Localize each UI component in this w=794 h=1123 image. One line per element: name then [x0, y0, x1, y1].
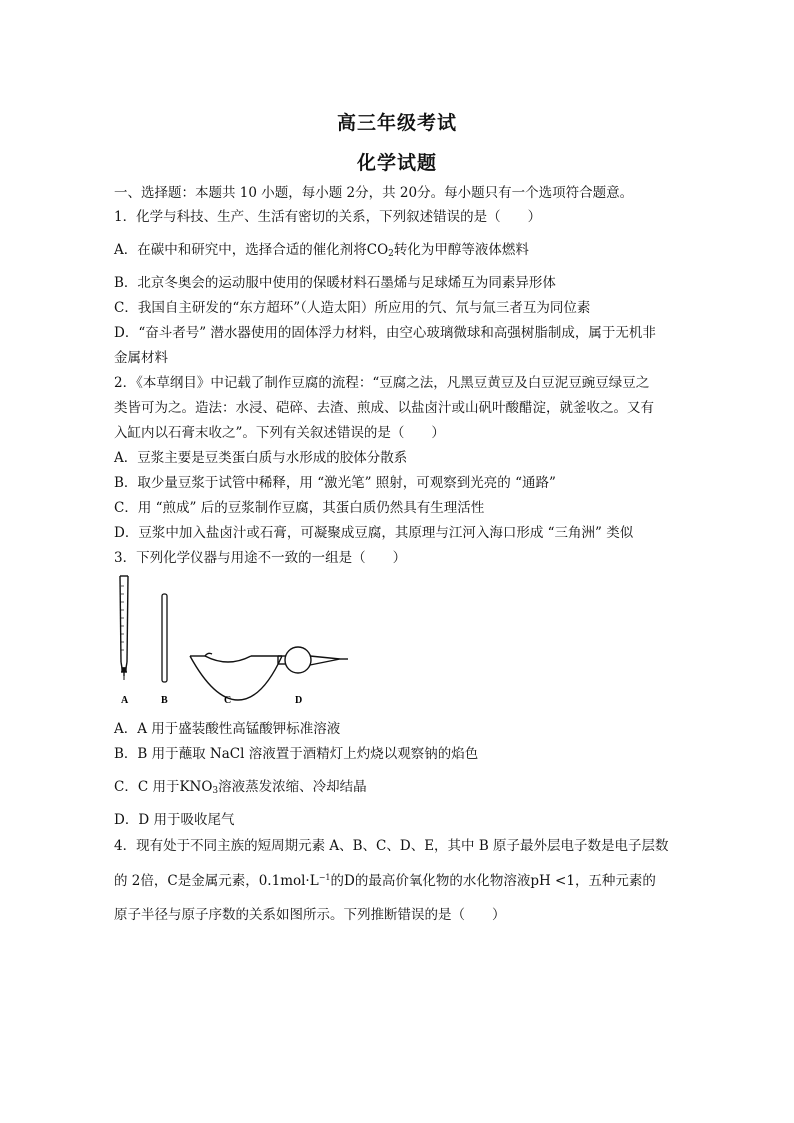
q2-option-b: B．取少量豆浆于试管中稀释，用 “激光笔” 照射，可观察到光亮的 “通路”	[114, 475, 556, 491]
co2-subscript: 2	[388, 249, 394, 259]
q3-stem: 3．下列化学仪器与用途不一致的一组是（ ）	[114, 550, 407, 566]
q2-option-a: A．豆浆主要是豆类蛋白质与水形成的胶体分散系	[114, 450, 408, 466]
glass-rod-icon	[162, 594, 167, 682]
q1-option-a-text-end: 转化为甲醇等液体燃料	[393, 242, 529, 258]
q1-option-d-line1: D．“奋斗者号” 潜水器使用的固体浮力材料，由空心玻璃微球和高强树脂制成，属于无机非	[114, 325, 656, 341]
lab-apparatus-figure	[112, 572, 352, 708]
q2-option-d: D．豆浆中加入盐卤汁或石膏，可凝聚成豆腐，其原理与江河入海口形成 “三角洲” 类似	[114, 525, 634, 541]
exam-title: 高三年级考试	[336, 112, 457, 134]
q1-option-d-line2: 金属材料	[114, 350, 168, 366]
q1-option-a-text: A．在碳中和研究中，选择合适的催化剂将	[114, 242, 367, 258]
exam-subject-title: 化学试题	[356, 152, 437, 174]
q4-line2-text: 的 2倍，C是金属元素，	[114, 873, 259, 889]
apparatus-label-b: B	[161, 695, 168, 706]
section-heading: 一、选择题：本题共 10 小题，每小题 2分，共 20分。每小题只有一个选项符合题意。	[114, 185, 634, 201]
concentration-value: 0.1mol·L	[258, 873, 319, 889]
q3-option-b: B．B 用于蘸取 NaCl 溶液置于酒精灯上灼烧以观察钠的焰色	[114, 746, 479, 762]
q3-option-c-text-end: 溶液蒸发浓缩、冷却结晶	[218, 779, 367, 795]
evaporating-dish-icon	[190, 653, 282, 700]
ph-condition: pH <1	[530, 873, 575, 889]
q3-option-c-text: C．C 用于	[114, 779, 180, 795]
q4-stem-line2	[114, 872, 714, 890]
kno3-formula: KNO	[179, 779, 213, 795]
apparatus-label-a: A	[121, 695, 129, 706]
kno3-subscript: 3	[212, 786, 219, 796]
q3-option-c	[114, 778, 714, 796]
q1-option-a	[114, 241, 714, 259]
burette-icon	[120, 576, 128, 680]
q1-option-b: B．北京冬奥会的运动服中使用的保暖材料石墨烯与足球烯互为同素异形体	[114, 275, 556, 291]
concentration-exponent: −1	[318, 873, 331, 882]
drying-tube-icon	[278, 647, 348, 673]
q3-option-a: A．A 用于盛装酸性高锰酸钾标准溶液	[114, 721, 341, 737]
q1-option-c: C．我国自主研发的“东方超环”（人造太阳）所应用的氕、氘与氚三者互为同位素	[114, 300, 591, 316]
q4-line2-end: ，五种元素的	[574, 873, 656, 889]
q3-option-d: D．D 用于吸收尾气	[114, 812, 235, 828]
apparatus-label-c: C	[224, 695, 232, 706]
q2-stem-line3: 入缸内以石膏末收之”。下列有关叙述错误的是（ ）	[114, 425, 445, 441]
q4-line2-mid: 的D的最高价氧化物的水化物溶液	[330, 873, 531, 889]
q2-option-c: C．用 “煎成” 后的豆浆制作豆腐，其蛋白质仍然具有生理活性	[114, 500, 485, 516]
q2-stem-line2: 类皆可为之。造法：水浸、硙碎、去渣、煎成、以盐卤汁或山矾叶酸醋淀，就釜收之。又有	[114, 400, 654, 416]
co2-formula: CO	[366, 242, 389, 258]
q4-stem-line1: 4．现有处于不同主族的短周期元素 A、B、C、D、E，其中 B 原子最外层电子数是电子层数	[114, 838, 669, 854]
q1-stem: 1．化学与科技、生产、生活有密切的关系，下列叙述错误的是（ ）	[114, 209, 542, 225]
q4-stem-line3: 原子半径与原子序数的关系如图所示。下列推断错误的是（ ）	[114, 907, 506, 923]
q2-stem-line1: 2．《本草纲目》中记载了制作豆腐的流程：“豆腐之法，凡黑豆黄豆及白豆泥豆豌豆绿豆之	[114, 375, 650, 391]
apparatus-label-d: D	[295, 695, 303, 706]
